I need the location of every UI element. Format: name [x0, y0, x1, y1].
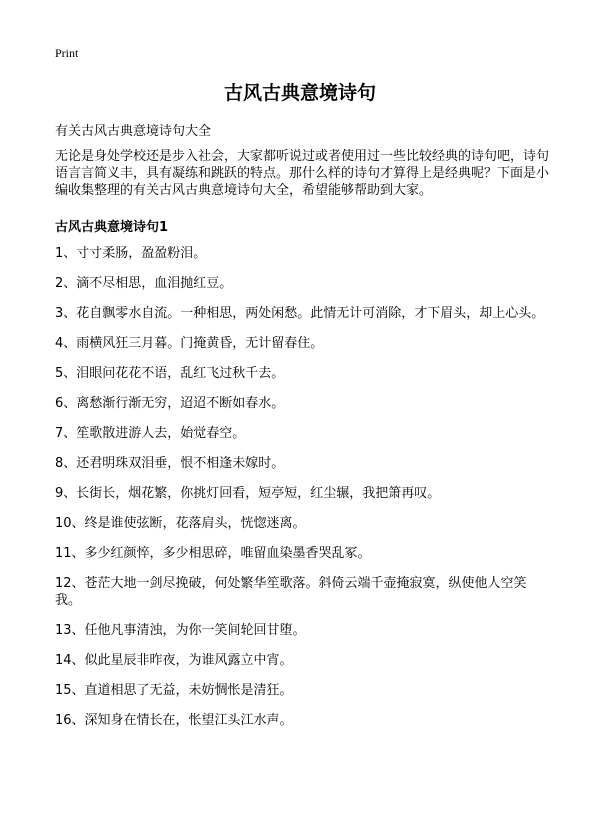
poem-line-6: 6、离愁渐行渐无穷，迢迢不断如春水。: [55, 396, 285, 411]
poem-line-14: 14、似此星辰非昨夜，为谁风露立中宵。: [55, 653, 293, 668]
article-subtitle: 有关古风古典意境诗句大全: [55, 124, 212, 139]
poem-line-10: 10、终是谁使弦断，花落肩头，恍惚迷离。: [55, 516, 306, 531]
poem-line-1: 1、寸寸柔肠，盈盈粉泪。: [55, 246, 207, 261]
poem-line-16: 16、深知身在情长在，怅望江头江水声。: [55, 713, 293, 728]
poem-line-7: 7、笙歌散进游人去，始觉春空。: [55, 426, 246, 441]
poem-line-9: 9、长街长，烟花繁，你挑灯回看，短亭短，红尘辗，我把箫再叹。: [55, 486, 441, 501]
poem-line-15: 15、直道相思了无益，未妨惆怅是清狂。: [55, 683, 293, 698]
poem-list: [55, 245, 550, 742]
poem-line-12: 12、苍茫大地一剑尽挽破，何处繁华笙歌落。斜倚云端千壶掩寂寞，纵使他人空笑我。: [55, 576, 527, 608]
page-title: 古风古典意境诗句: [223, 82, 376, 104]
poem-line-5: 5、泪眼问花花不语，乱红飞过秋千去。: [55, 366, 285, 381]
poem-line-13: 13、任他凡事清浊，为你一笑间轮回甘堕。: [55, 623, 306, 638]
section-heading: 古风古典意境诗句1: [55, 220, 169, 235]
print-link[interactable]: Print: [55, 46, 79, 60]
poem-line-4: 4、雨横风狂三月暮。门掩黄昏，无计留春住。: [55, 336, 324, 351]
poem-line-8: 8、还君明珠双泪垂，恨不相逢未嫁时。: [55, 456, 285, 471]
intro-paragraph: 无论是身处学校还是步入社会，大家都听说过或者使用过一些比较经典的诗句吧，诗句语言言简义丰，具有凝练和跳跃的特点。那什么样的诗句才算得上是经典呢？下面是小编收集整理的有关古风古典意境诗句大全，希望能够帮助到大家。: [55, 149, 550, 198]
poem-line-11: 11、多少红颜悴，多少相思碎，唯留血染墨香哭乱冢。: [55, 546, 371, 561]
poem-line-3: 3、花自飘零水自流。一种相思，两处闲愁。此情无计可消除，才下眉头，却上心头。: [55, 306, 545, 321]
poem-line-2: 2、滴不尽相思，血泪抛红豆。: [55, 276, 233, 291]
